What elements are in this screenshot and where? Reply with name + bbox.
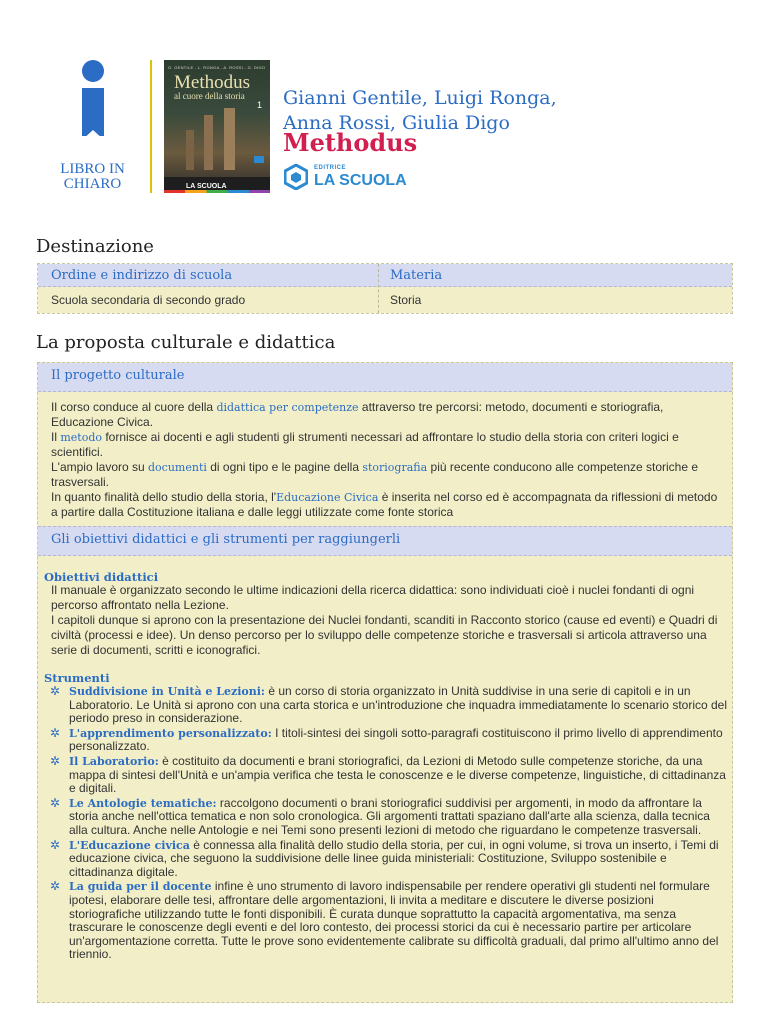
bullet-star-icon: ✲	[50, 684, 61, 698]
bullet-star-icon: ✲	[50, 795, 61, 810]
subsection-bar-progetto: Il progetto culturale	[38, 363, 732, 392]
bullet-star-icon: ✲	[50, 725, 61, 740]
bullet-star-icon: ✲	[50, 879, 61, 894]
publisher-hex-icon	[284, 164, 308, 190]
column-header-materia: Materia	[390, 268, 443, 283]
strumenti-list	[48, 685, 728, 963]
list-item: ✲ L'apprendimento personalizzato: I titoli-sintesi dei singoli sotto-paragrafi costituiscono il primo livello di apprendimento personalizzato.	[50, 725, 723, 754]
info-dot-icon	[82, 60, 104, 82]
column-header-ordine: Ordine e indirizzo di scuola	[51, 268, 233, 283]
cover-volume: 1	[256, 100, 262, 110]
cell-ordine: Scuola secondaria di secondo grado	[51, 293, 246, 307]
section-heading-proposta: La proposta culturale e didattica	[36, 332, 336, 353]
proposta-panel	[37, 362, 733, 1003]
book-title: Methodus	[283, 128, 418, 157]
bullet-star-icon: ✲	[50, 837, 61, 852]
subheading-obiettivi: Obiettivi didattici	[44, 570, 159, 584]
list-item: ✲ Suddivisione in Unità e Lezioni: è un corso di storia organizzato in Unità suddivise in una serie di capitoli e in un Laboratorio. Le Unità si aprono con una carta storica e un'introduzione che inquadra immediatamente lo scenario storico del periodo preso in considerazione.	[50, 684, 728, 726]
progetto-text: Il corso conduce al cuore della didattica per competenze attraverso tre percorsi: metodo, documenti e storiografia, Educazione Civica. Il metodo fornisce ai docenti e agli studenti gli strumenti necessari ad affrontare lo studio della storia con criteri logici e scientifici. L'ampio lavoro su documenti di ogni tipo e le pagine della storiografia più recente conducono alle competenze storiche e trasversali. In quanto finalità dello studio della storia, l'Educazione Civica è inserita nel corso ed è accompagnata da riflessioni di metodo a partire dalla Costituzione italiana e dalle leggi utilizzate come fonte storica	[51, 400, 718, 519]
cover-title: Methodus	[174, 72, 250, 93]
book-cover: G. GENTILE - L. RONGA - A. ROSSI - G. DIGO Methodus al cuore della storia 1 LA SCUOLA	[164, 60, 270, 193]
cover-publisher: LA SCUOLA	[186, 183, 227, 190]
cell-materia: Storia	[390, 293, 422, 307]
info-stem-icon	[82, 88, 104, 136]
obiettivi-text: Il manuale è organizzato secondo le ultime indicazioni della ricerca didattica: sono individuati cioè i nuclei fondanti di ogni percorso affrontato nella Lezione. I capitoli dunque si aprono con la presentazione dei Nuclei fondanti, scanditi in Racconto storico (cause ed eventi) e Quadri di civiltà (processi e idee). Un denso percorso per lo sviluppo delle competenze storiche e trasversali si articola attraverso una serie di documenti, scritti e iconografici.	[51, 583, 718, 657]
subheading-strumenti: Strumenti	[44, 671, 110, 685]
list-item: ✲ L'Educazione civica è connessa alla finalità dello studio della storia, per cui, in ogni volume, si trova un inserto, i Temi di educazione civica, che seguono la suddivisione delle linee guida ministeriali: Costituzione, Sviluppo sostenibile e cittadinanza digitale.	[50, 837, 719, 879]
cover-subtitle: al cuore della storia	[174, 91, 245, 101]
bullet-star-icon: ✲	[50, 753, 61, 768]
list-item: ✲ Le Antologie tematiche: raccolgono documenti o brani storiografici suddivisi per argomenti, in modo da affrontare la storia anche nell'ottica tematica e non solo cronologica. Gli argomenti trattati spaziano dall'arte alla scienza, dalla tecnica alla cultura. Anche nelle Antologie e nei Temi sono presenti lezioni di metodo che riguardano le competenze trasversali.	[50, 795, 710, 837]
logo-text: LIBRO IN CHIARO	[60, 161, 125, 192]
list-item: ✲ Il Laboratorio: è costituito da documenti e brani storiografici, da Lezioni di Metodo sulle competenze storiche, da una mappa di sintesi dell'Unità e un'ampia verifica che testa le conoscenze e le diverse competenze, linguistiche, di cittadinanza e digitali.	[50, 753, 726, 796]
destinazione-table	[37, 263, 733, 314]
subsection-bar-obiettivi: Gli obiettivi didattici e gli strumenti per raggiungerli	[38, 526, 732, 556]
header-divider	[150, 60, 152, 193]
authors: Gianni Gentile, Luigi Ronga, Anna Rossi, Giulia Digo	[283, 87, 557, 134]
list-item: ✲ La guida per il docente infine è uno strumento di lavoro indispensabile per rendere operativi gli studenti nel formulare ipotesi, elaborare delle tesi, affrontare delle argomentazioni, li invita a meditare e discutere le diverse posizioni storiografiche utilizzando tutte le fonti disponibili. È curata dunque soprattutto la capacità argomentativa, ma senza trascurare le conoscenze degli eventi e del loro contesto, dei processi storici da cui è necessario partire per articolare un'argomentazione corretta. Tutte le prove sono evidentemente calibrate su difficoltà graduali, dal primo all'ultimo anno del triennio.	[50, 879, 719, 962]
section-heading-destinazione: Destinazione	[36, 236, 154, 257]
